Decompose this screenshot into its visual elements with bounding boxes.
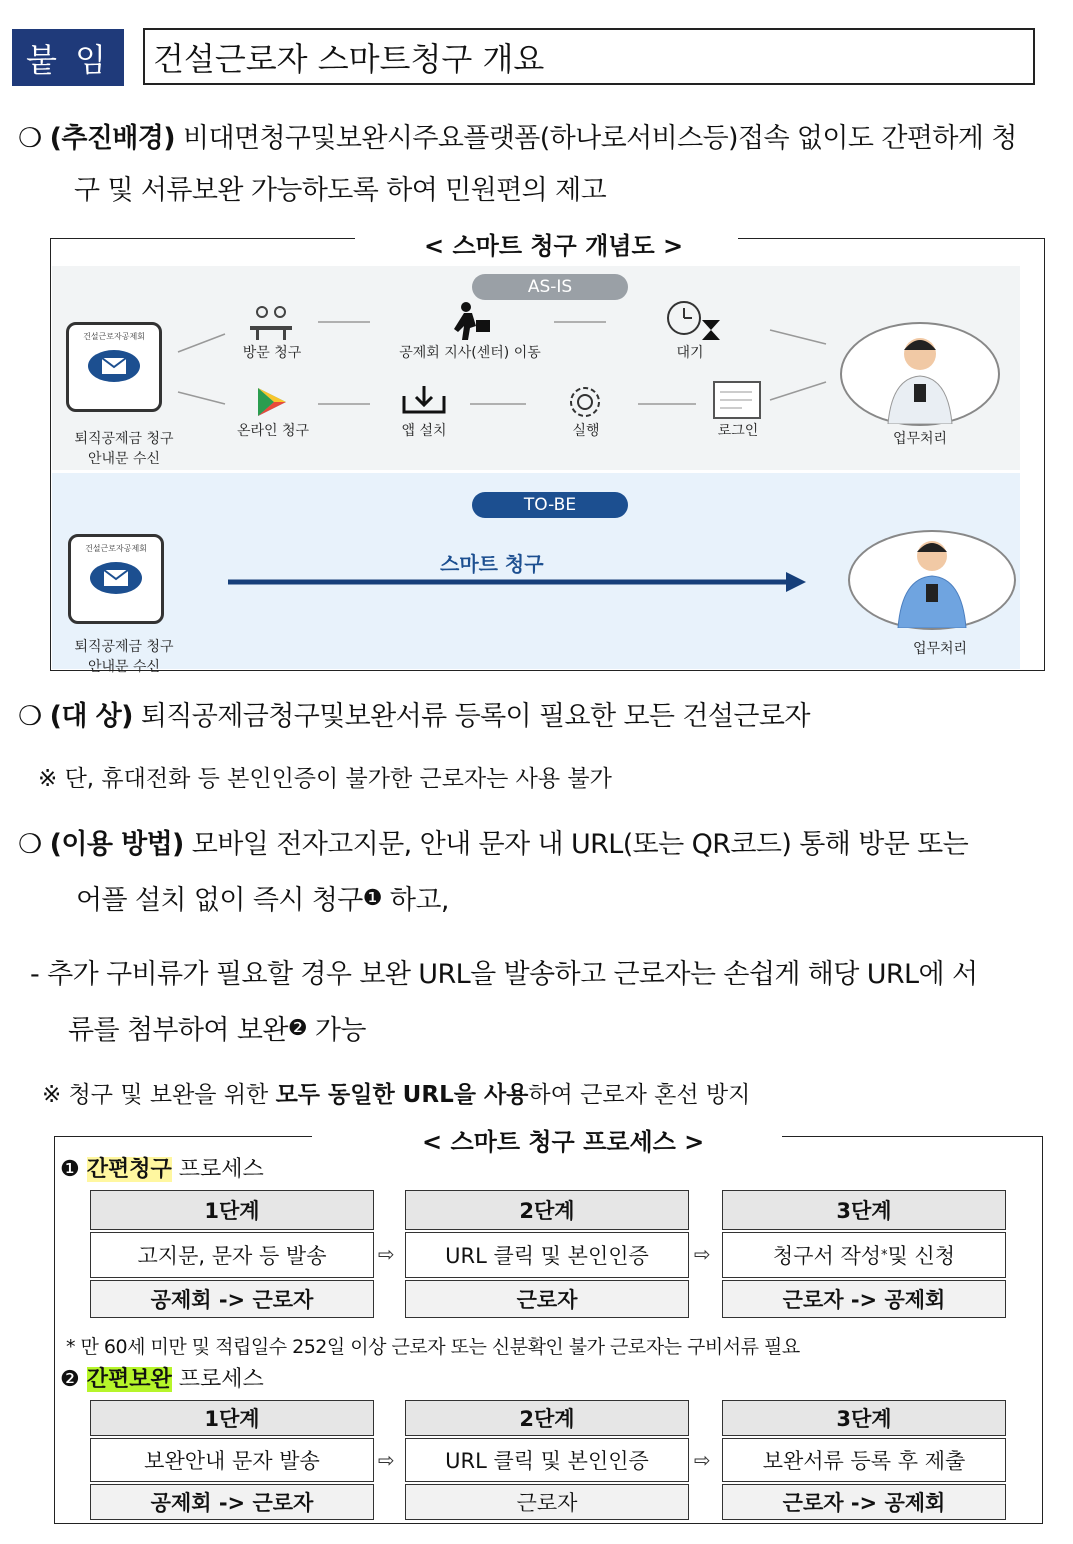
background-line-2 [74, 168, 1054, 214]
target-text: 퇴직공제금청구및보완서류 등록이 필요한 모든 건설근로자 [132, 701, 810, 732]
p2-step1-head: 1단계 [90, 1400, 374, 1436]
p1-step2-foot: 근로자 [405, 1280, 689, 1318]
p2-arrow-1: ⇨ [378, 1448, 395, 1472]
process-frame-top-right [782, 1136, 1043, 1137]
phone-as-is [66, 322, 162, 412]
envelope-icon [90, 562, 142, 594]
step-login: 로그인 [717, 423, 759, 439]
step-visit-claim: 방문 청구 [242, 345, 302, 361]
p1-step3-head: 3단계 [722, 1190, 1006, 1230]
phone-label-line2: 안내문 수신 [87, 659, 161, 675]
bullet: ❍ [18, 123, 42, 154]
result-as-is: 업무처리 [892, 431, 948, 447]
step-online-claim: 온라인 청구 [236, 423, 310, 439]
usage-line-2 [76, 878, 1056, 924]
step-app-install: 앱 설치 [401, 423, 447, 439]
phone-header: 건설근로자공제회 [83, 332, 145, 341]
target-line [18, 694, 1058, 740]
document-title [143, 28, 1035, 85]
process-frame-top-left [54, 1136, 312, 1137]
marker-1: ❶ [60, 1157, 80, 1182]
to-be-pill: TO-BE [472, 492, 628, 518]
p2-step2-body: URL 클릭 및 본인인증 [405, 1438, 689, 1482]
process-2-name: 간편보완 [86, 1367, 172, 1392]
concept-frame-top-left [50, 238, 355, 239]
as-is-pill: AS-IS [472, 274, 628, 300]
p1-step1-head: 1단계 [90, 1190, 374, 1230]
smart-claim-arrow [228, 570, 808, 594]
smart-claim-label: 스마트 청구 [440, 552, 544, 576]
p2-step1-body: 보완안내 문자 발송 [90, 1438, 374, 1482]
usage-sub-text-1: - 추가 구비류가 필요할 경우 보완 URL을 발송하고 근로자는 손쉽게 해당 URL에 서 [30, 959, 978, 990]
p1-step3-body-sup: * [881, 1247, 888, 1263]
phone-label-as-is [58, 428, 190, 468]
phone-label-line1: 퇴직공제금 청구 [74, 639, 174, 655]
bullet: ❍ [18, 829, 42, 860]
process-title: < 스마트 청구 프로세스 > [408, 1122, 718, 1157]
background-label: (추진배경) [49, 123, 176, 154]
background-text-2: 구 및 서류보완 가능하도록 하여 민원편의 제고 [74, 175, 607, 206]
target-note: ※ 단, 휴대전화 등 본인인증이 불가한 근로자는 사용 불가 [38, 766, 612, 792]
document-title-text: 건설근로자 스마트청구 개요 [153, 39, 545, 78]
usage-line-1 [18, 822, 1058, 868]
usage-note-c: 하여 근로자 혼선 방지 [528, 1082, 751, 1108]
p2-step2-foot: 근로자 [405, 1484, 689, 1520]
concept-title: < 스마트 청구 개념도 > [410, 226, 697, 261]
download-icon [400, 384, 448, 420]
p1-step2-head: 2단계 [405, 1190, 689, 1230]
p1-step2-body: URL 클릭 및 본인인증 [405, 1232, 689, 1278]
usage-note [42, 1076, 750, 1109]
phone-label-line1: 퇴직공제금 청구 [74, 431, 174, 447]
marker-1: ❶ [362, 886, 382, 911]
usage-label: (이용 방법) [49, 829, 184, 860]
usage-sub-text-2a: 류를 첨부하여 보완 [68, 1015, 288, 1046]
p1-step3-foot: 근로자 -> 공제회 [722, 1280, 1006, 1318]
p1-arrow-1: ⇨ [378, 1242, 395, 1266]
usage-text-1: 모바일 전자고지문, 안내 문자 내 URL(또는 QR코드) 통해 방문 또는 [183, 829, 969, 860]
walking-icon [450, 302, 492, 344]
p1-step1-body: 고지문, 문자 등 발송 [90, 1232, 374, 1278]
background-text-1: 비대면청구및보완시주요플랫폼(하나로서비스등)접속 없이도 간편하게 청 [175, 123, 1017, 154]
worker-avatar [850, 532, 1014, 628]
phone-header: 건설근로자공제회 [85, 544, 147, 553]
p2-arrow-2: ⇨ [694, 1448, 711, 1472]
p1-arrow-2: ⇨ [694, 1242, 711, 1266]
p1-step3-body [722, 1232, 1006, 1278]
visit-icon [246, 304, 296, 344]
phone-label-line2: 안내문 수신 [87, 451, 161, 467]
p1-step3-body-text: 청구서 작성 [772, 1244, 882, 1268]
process-2-heading [60, 1362, 264, 1393]
usage-sub-line-1 [30, 952, 1070, 998]
step-move-branch: 공제회 지사(센터) 이동 [399, 345, 541, 361]
step-wait: 대기 [676, 345, 704, 361]
process-1-suffix: 프로세스 [171, 1157, 264, 1182]
play-store-icon [254, 386, 290, 422]
marker-2: ❷ [60, 1367, 80, 1392]
usage-note-b: 모두 동일한 URL을 사용 [275, 1082, 529, 1108]
usage-note-a: ※ 청구 및 보완을 위한 [42, 1082, 276, 1108]
marker-2: ❷ [287, 1016, 307, 1041]
step-run: 실행 [572, 423, 600, 439]
process-2-suffix: 프로세스 [171, 1367, 264, 1392]
concept-frame-top-right [738, 238, 1045, 239]
envelope-icon [88, 350, 140, 382]
phone-to-be [68, 534, 164, 624]
target-label: (대 상) [49, 701, 133, 732]
usage-sub-text-2b: 가능 [306, 1015, 366, 1046]
p2-step3-body: 보완서류 등록 후 제출 [722, 1438, 1006, 1482]
usage-sub-line-2 [68, 1008, 1048, 1054]
worker-circle-as-is [840, 322, 1000, 426]
usage-text-2b: 하고, [381, 885, 449, 916]
phone-label-to-be [58, 636, 190, 676]
result-to-be: 업무처리 [912, 641, 968, 657]
p1-step3-body-tail: 및 신청 [887, 1244, 956, 1268]
p2-step3-head: 3단계 [722, 1400, 1006, 1436]
attachment-badge: 붙 임 [12, 29, 124, 86]
usage-text-2a: 어플 설치 없이 즉시 청구 [76, 885, 363, 916]
p1-footnote: * 만 60세 미만 및 적립일수 252일 이상 근로자 또는 신분확인 불가 근로자는 구비서류 필요 [66, 1336, 800, 1358]
p2-step1-foot: 공제회 -> 근로자 [90, 1484, 374, 1520]
worker-avatar [842, 324, 998, 424]
process-1-name: 간편청구 [86, 1157, 172, 1182]
background-line-1 [18, 116, 1058, 162]
process-1-heading [60, 1152, 264, 1183]
bullet: ❍ [18, 701, 42, 732]
p2-step3-foot: 근로자 -> 공제회 [722, 1484, 1006, 1520]
login-screen-icon [712, 380, 762, 424]
worker-circle-to-be [848, 530, 1016, 630]
clock-hourglass-icon [664, 300, 722, 344]
p1-step1-foot: 공제회 -> 근로자 [90, 1280, 374, 1318]
p2-step2-head: 2단계 [405, 1400, 689, 1436]
